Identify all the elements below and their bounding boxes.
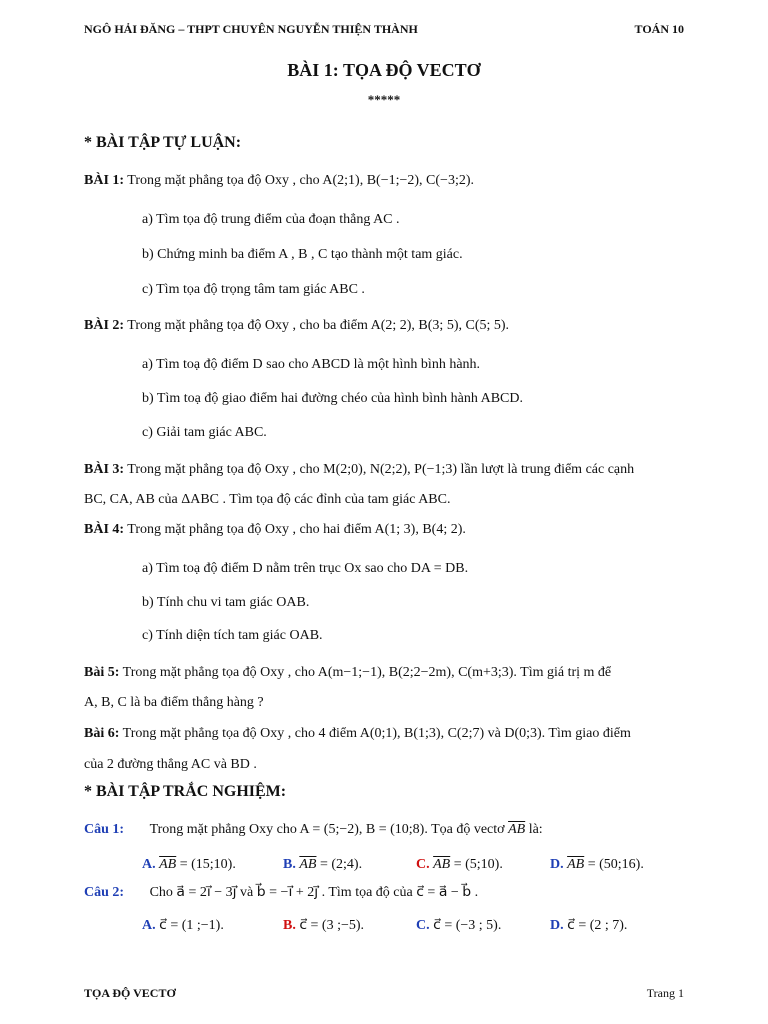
bai1-statement bbox=[84, 173, 474, 189]
bai3-statement-line2: BC, CA, AB của ΔABC . Tìm tọa độ các đỉnh của tam giác ABC. bbox=[84, 492, 451, 507]
bai2-label: BÀI 2: bbox=[84, 318, 125, 333]
cau1-vector: $\overline{AB}$ bbox=[508, 822, 526, 837]
bai2-part-a: a) Tìm toạ độ điểm D sao cho ABCD là một hình bình hành. bbox=[142, 357, 481, 372]
cau1-option-a-vector: $\overline{AB}$ bbox=[159, 857, 177, 872]
cau1-option-c-vector: $\overline{AB}$ bbox=[433, 857, 451, 872]
bai1-text: Trong mặt phẳng tọa độ Oxy , cho A(2;1), B(−1;−2), C(−3;2). bbox=[124, 173, 475, 188]
cau1-option-d-text: = (50;16). bbox=[584, 857, 644, 872]
cau2-question bbox=[84, 884, 478, 901]
cau1-option-b-text: = (2;4). bbox=[316, 857, 363, 872]
bai2-part-c: c) Giải tam giác ABC. bbox=[142, 425, 267, 440]
cau2-option-a-text: c⃗ = (1 ;−1). bbox=[159, 918, 224, 933]
cau2-option-c-text: c⃗ = (−3 ; 5). bbox=[433, 918, 502, 933]
bai6-statement bbox=[84, 726, 631, 742]
cau1-option-a-text: = (15;10). bbox=[176, 857, 236, 872]
bai2-statement bbox=[84, 318, 509, 334]
bai1-label: BÀI 1: bbox=[84, 173, 125, 188]
footer-page-number: Trang 1 bbox=[646, 986, 684, 1000]
cau2-option-c[interactable] bbox=[416, 917, 501, 934]
cau2-option-a[interactable] bbox=[142, 917, 224, 934]
bai4-part-a: a) Tìm toạ độ điểm D nằm trên trục Ox sao cho DA = DB. bbox=[142, 561, 469, 576]
bai3-text: Trong mặt phẳng tọa độ Oxy , cho M(2;0), N(2;2), P(−1;3) lần lượt là trung điểm các cạnh bbox=[124, 462, 635, 477]
cau2-option-c-letter: C. bbox=[416, 918, 430, 933]
section-essay-heading: * BÀI TẬP TỰ LUẬN: bbox=[84, 134, 242, 151]
cau2-label: Câu 2: bbox=[84, 885, 125, 900]
bai2-text: Trong mặt phẳng tọa độ Oxy , cho ba điểm A(2; 2), B(3; 5), C(5; 5). bbox=[124, 318, 510, 333]
header-left: NGÔ HẢI ĐĂNG – THPT CHUYÊN NGUYỄN THIỆN THÀNH bbox=[84, 22, 418, 36]
cau2-option-d-text: c⃗ = (2 ; 7). bbox=[567, 918, 628, 933]
cau1-text: Trong mặt phẳng Oxy cho A = (5;−2), B = (10;8). Tọa độ vectơ bbox=[149, 822, 509, 837]
cau1-option-b-vector: $\overline{AB}$ bbox=[299, 857, 317, 872]
bai6-text: Trong mặt phẳng tọa độ Oxy , cho 4 điểm A(0;1), B(1;3), C(2;7) và D(0;3). Tìm giao điểm bbox=[119, 726, 631, 741]
cau1-option-a-letter: A. bbox=[142, 857, 156, 872]
bai4-part-c: c) Tính diện tích tam giác OAB. bbox=[142, 628, 323, 643]
header-right: TOÁN 10 bbox=[634, 22, 684, 36]
cau1-option-d-vector: $\overline{AB}$ bbox=[567, 857, 585, 872]
bai5-statement-line2: A, B, C là ba điểm thẳng hàng ? bbox=[84, 695, 264, 710]
cau1-option-c[interactable] bbox=[416, 857, 503, 873]
cau2-option-b[interactable] bbox=[283, 917, 364, 934]
bai1-part-b: b) Chứng minh ba điểm A , B , C tạo thành một tam giác. bbox=[142, 247, 463, 262]
cau1-option-d[interactable] bbox=[550, 857, 644, 873]
page-title: BÀI 1: TỌA ĐỘ VECTƠ bbox=[287, 60, 481, 80]
bai5-text: Trong mặt phẳng tọa độ Oxy , cho A(m−1;−1), B(2;2−2m), C(m+3;3). Tìm giá trị m để bbox=[119, 665, 612, 680]
cau2-option-a-letter: A. bbox=[142, 918, 156, 933]
cau2-option-b-text: c⃗ = (3 ;−5). bbox=[299, 918, 365, 933]
bai6-statement-line2: của 2 đường thẳng AC và BD . bbox=[84, 757, 257, 772]
bai3-label: BÀI 3: bbox=[84, 462, 125, 477]
bai5-statement bbox=[84, 665, 611, 681]
cau2-text: Cho a⃗ = 2i⃗ − 3j⃗ và b⃗ = −i⃗ + 2j⃗ . Tìm tọa độ của c⃗ = a⃗ − b⃗ . bbox=[149, 885, 479, 900]
bai4-part-b: b) Tính chu vi tam giác OAB. bbox=[142, 595, 310, 610]
bai1-part-a: a) Tìm tọa độ trung điểm của đoạn thẳng AC . bbox=[142, 212, 400, 227]
bai4-label: BÀI 4: bbox=[84, 522, 125, 537]
bai1-part-c: c) Tìm tọa độ trọng tâm tam giác ABC . bbox=[142, 282, 365, 297]
cau2-option-b-letter: B. bbox=[283, 918, 296, 933]
cau1-question bbox=[84, 822, 543, 838]
bai4-statement bbox=[84, 522, 466, 538]
cau1-option-c-letter: C. bbox=[416, 857, 430, 872]
cau1-text-end: là: bbox=[525, 822, 543, 837]
bai6-label: Bài 6: bbox=[84, 726, 120, 741]
cau1-option-a[interactable] bbox=[142, 857, 236, 873]
cau2-option-d[interactable] bbox=[550, 917, 627, 934]
bai3-statement bbox=[84, 462, 685, 478]
bai2-part-b: b) Tìm toạ độ giao điểm hai đường chéo của hình bình hành ABCD. bbox=[142, 391, 524, 406]
cau1-option-b[interactable] bbox=[283, 857, 362, 873]
bai4-text: Trong mặt phẳng tọa độ Oxy , cho hai điểm A(1; 3), B(4; 2). bbox=[124, 522, 466, 537]
footer-left: TỌA ĐỘ VECTƠ bbox=[84, 986, 176, 1000]
cau1-option-d-letter: D. bbox=[550, 857, 564, 872]
cau1-option-b-letter: B. bbox=[283, 857, 296, 872]
bai5-label: Bài 5: bbox=[84, 665, 120, 680]
cau1-option-c-text: = (5;10). bbox=[450, 857, 503, 872]
cau2-option-d-letter: D. bbox=[550, 918, 564, 933]
cau1-label: Câu 1: bbox=[84, 822, 125, 837]
section-multiple-choice-heading: * BÀI TẬP TRẮC NGHIỆM: bbox=[84, 783, 287, 800]
title-stars: ***** bbox=[367, 92, 401, 107]
